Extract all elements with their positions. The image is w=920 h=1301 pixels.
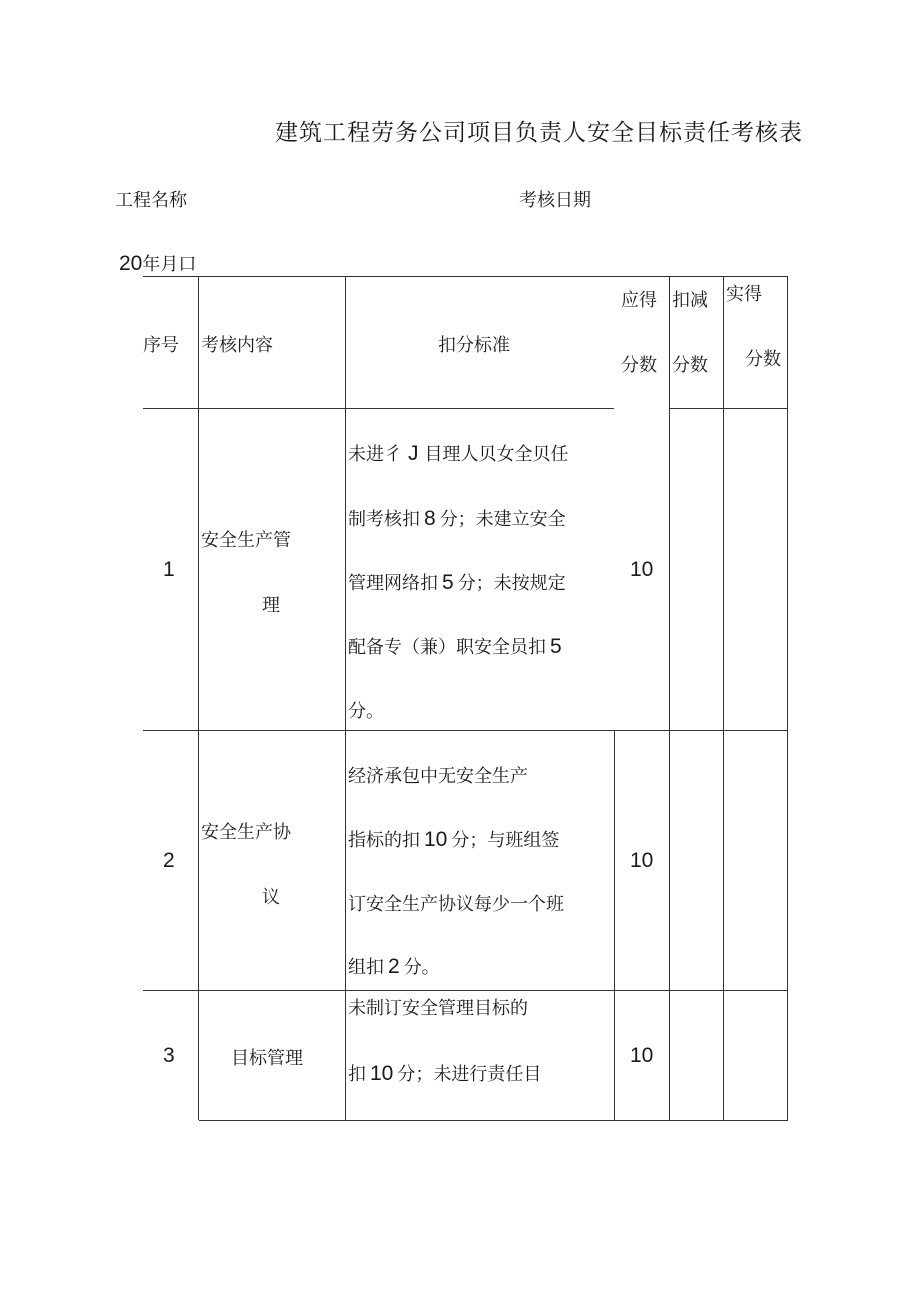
row1-criteria-line: 配备专（兼）职安全员扣 5 — [348, 635, 562, 658]
row2-criteria-line: 订安全生产协议每少一个班 — [348, 894, 564, 915]
date-line-text: 年月口 — [142, 254, 197, 275]
column-divider — [614, 730, 615, 1120]
header-seq: 序号 — [143, 335, 179, 356]
header-criteria: 扣分标准 — [438, 335, 510, 356]
row3-seq: 3 — [163, 1044, 175, 1067]
date-year-prefix: 20 — [119, 252, 143, 275]
row2-criteria-line: 指标的扣 10 分；与班组签 — [348, 828, 560, 851]
row-divider — [143, 990, 788, 991]
header-full-score-line2: 分数 — [621, 355, 657, 376]
row1-content-line1: 安全生产管 — [201, 530, 291, 551]
column-divider — [345, 276, 346, 1120]
row2-content-line2: 议 — [262, 887, 280, 908]
header-full-score-line1: 应得 — [621, 290, 657, 311]
review-date-label: 考核日期 — [519, 190, 591, 211]
header-deduct-line1: 扣减 — [672, 290, 708, 311]
row-divider — [669, 408, 788, 409]
header-deduct-line2: 分数 — [672, 355, 708, 376]
row2-criteria-line: 组扣 2 分。 — [348, 955, 440, 978]
row1-criteria-line: 管理网络扣 5 分；未按规定 — [348, 571, 566, 594]
header-content: 考核内容 — [201, 335, 273, 356]
row1-full-score: 10 — [630, 558, 654, 581]
row2-content-line1: 安全生产协 — [201, 822, 291, 843]
column-divider — [669, 276, 670, 1120]
column-divider — [723, 276, 724, 1120]
row3-criteria-line: 扣 10 分；未进行责任目 — [348, 1062, 542, 1085]
row3-content: 目标管理 — [231, 1048, 303, 1069]
row1-seq: 1 — [163, 558, 175, 581]
header-actual-line2: 分数 — [745, 349, 781, 370]
row3-full-score: 10 — [630, 1044, 654, 1067]
page-title: 建筑工程劳务公司项目负责人安全目标责任考核表 — [275, 120, 803, 146]
row2-seq: 2 — [163, 849, 175, 872]
row-divider — [143, 408, 614, 409]
project-name-label: 工程名称 — [115, 190, 187, 211]
table-border-bottom — [199, 1120, 788, 1121]
header-actual-line1: 实得 — [726, 284, 762, 305]
row2-criteria-line: 经济承包中无安全生产 — [348, 766, 528, 787]
date-line — [119, 250, 196, 276]
table-border-top — [143, 276, 788, 277]
row3-criteria-line: 未制订安全管理目标的 — [348, 998, 528, 1019]
row1-criteria-line: 未进彳 J 目理人贝女全贝任 — [348, 442, 569, 465]
row2-full-score: 10 — [630, 849, 654, 872]
row-divider — [143, 730, 788, 731]
row1-content-line2: 理 — [262, 595, 280, 616]
column-divider — [198, 276, 199, 1120]
row1-criteria-line: 分。 — [348, 701, 384, 722]
table-border-right — [787, 276, 788, 1120]
row1-criteria-line: 制考核扣 8 分；未建立安全 — [348, 507, 566, 530]
